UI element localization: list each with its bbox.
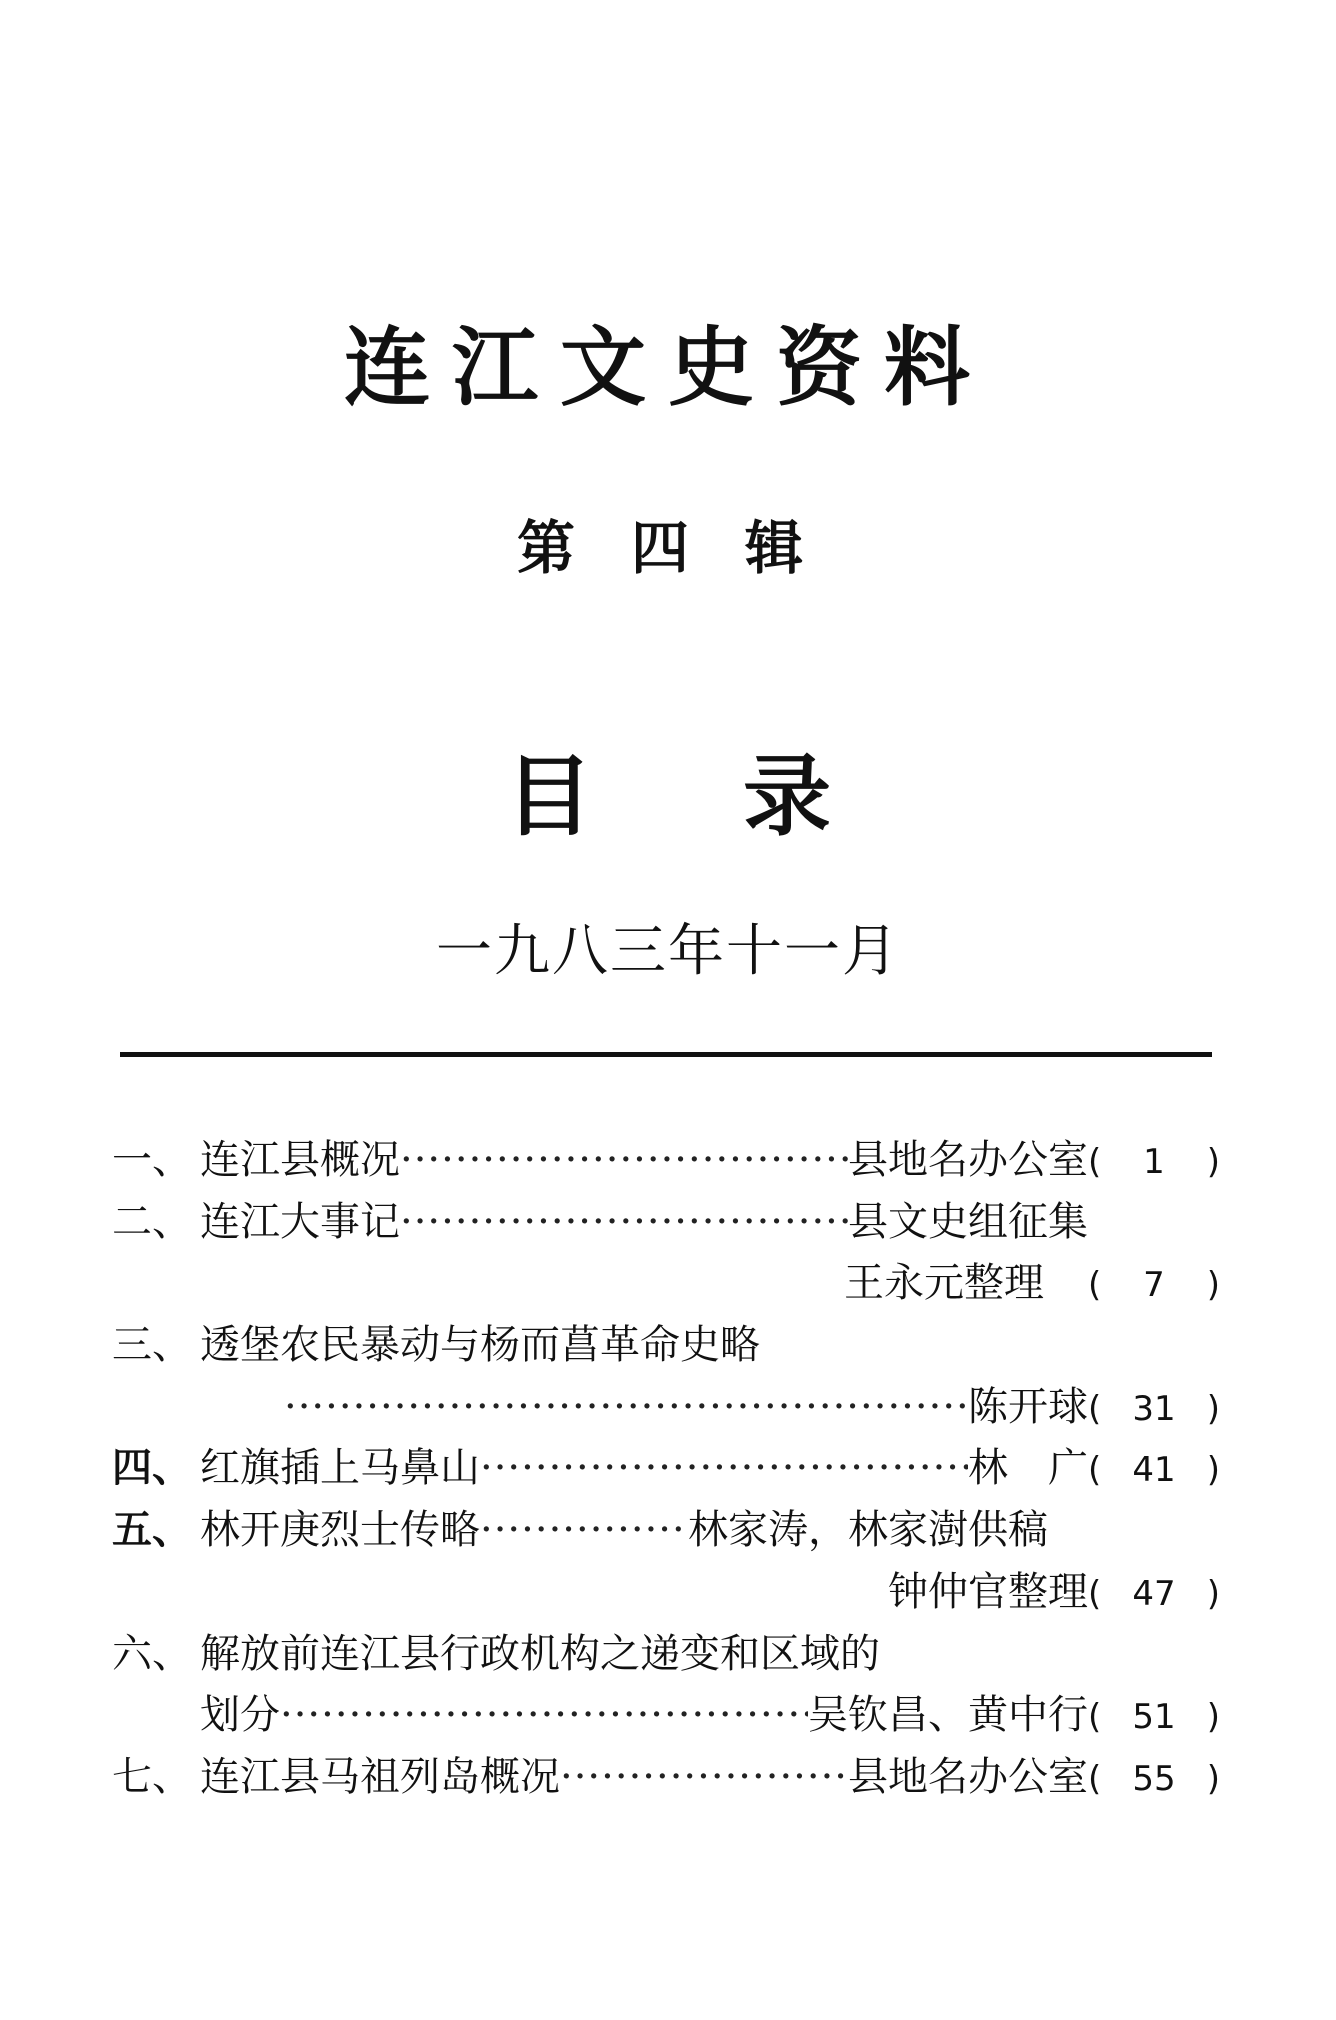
close-paren: ) — [1206, 1142, 1220, 1182]
close-paren: ) — [1206, 1697, 1220, 1738]
book-title: 连江文史资料 — [344, 318, 992, 418]
toc-entry-page — [1088, 1379, 1220, 1441]
toc-entry-number: 六、 — [112, 1630, 192, 1677]
open-paren: ( — [1088, 1573, 1102, 1614]
open-paren: ( — [1088, 1450, 1102, 1491]
toc-entry-author: 林家涛，林家澍供稿 — [688, 1507, 1048, 1554]
page-number: 55 — [1132, 1758, 1176, 1799]
toc-entry-title: 红旗插上马鼻山 — [200, 1445, 480, 1492]
toc-entry-2-continued — [112, 1253, 1220, 1315]
table-of-contents — [112, 1130, 1220, 1809]
page-number: 51 — [1132, 1697, 1176, 1738]
toc-entry-author-2: 钟仲官整理 — [888, 1568, 1088, 1615]
toc-entry-number: 一、 — [112, 1137, 192, 1183]
toc-entry-title: 林开庚烈士传略 — [200, 1507, 480, 1554]
publication-date: 一九八三年十一月 — [436, 919, 900, 984]
toc-entry-7[interactable] — [112, 1747, 1220, 1809]
close-paren: ) — [1206, 1450, 1220, 1491]
toc-entry-title: 透堡农民暴动与杨而菖革命史略 — [200, 1322, 760, 1369]
toc-entry-author: 林 广 — [968, 1445, 1088, 1492]
toc-entry-6-continued — [112, 1685, 1220, 1747]
leader-dots — [480, 1438, 968, 1500]
toc-entry-author: 县地名办公室 — [848, 1137, 1088, 1183]
leader-dots — [400, 1192, 848, 1254]
open-paren: ( — [1088, 1142, 1102, 1182]
page-number: 31 — [1132, 1388, 1176, 1429]
toc-entry-page — [1088, 1255, 1220, 1317]
toc-entry-5-continued — [112, 1562, 1220, 1624]
toc-entry-page — [1088, 1132, 1220, 1194]
open-paren: ( — [1088, 1758, 1102, 1799]
toc-entry-title: 解放前连江县行政机构之递变和区域的 — [200, 1630, 880, 1677]
open-paren: ( — [1088, 1265, 1102, 1306]
leader-dots — [284, 1377, 968, 1439]
toc-entry-1[interactable] — [112, 1130, 1220, 1192]
toc-entry-author: 县地名办公室 — [848, 1753, 1088, 1800]
toc-entry-author: 县文史组征集 — [848, 1198, 1088, 1245]
toc-entry-number: 二、 — [112, 1198, 192, 1245]
toc-entry-number: 三、 — [112, 1322, 192, 1369]
leader-dots — [400, 1130, 848, 1192]
toc-entry-3-continued — [112, 1377, 1220, 1439]
horizontal-rule — [120, 1052, 1212, 1057]
toc-entry-6[interactable] — [112, 1624, 1220, 1686]
toc-entry-page — [1088, 1440, 1220, 1502]
toc-entry-4[interactable] — [112, 1438, 1220, 1500]
close-paren: ) — [1206, 1573, 1220, 1614]
toc-entry-3[interactable] — [112, 1315, 1220, 1377]
leader-dots — [280, 1685, 808, 1747]
toc-entry-title: 连江县马祖列岛概况 — [200, 1753, 560, 1800]
page-number: 47 — [1132, 1573, 1176, 1614]
page-number: 1 — [1143, 1142, 1165, 1182]
close-paren: ) — [1206, 1265, 1220, 1306]
toc-entry-number: 四、 — [112, 1445, 192, 1492]
toc-entry-page — [1088, 1564, 1220, 1626]
toc-entry-title: 连江县概况 — [200, 1137, 400, 1183]
toc-entry-page — [1088, 1749, 1220, 1811]
contents-heading: 目录 — [504, 745, 981, 848]
toc-entry-number: 五、 — [112, 1507, 192, 1554]
leader-dots — [560, 1747, 848, 1809]
open-paren: ( — [1088, 1388, 1102, 1429]
toc-entry-title-2: 划分 — [200, 1692, 280, 1739]
toc-entry-number: 七、 — [112, 1753, 192, 1800]
page-number: 41 — [1132, 1450, 1176, 1491]
toc-entry-author: 陈开球 — [968, 1383, 1088, 1430]
volume-number: 第四辑 — [516, 514, 859, 582]
toc-entry-page — [1088, 1687, 1220, 1749]
toc-entry-2[interactable] — [112, 1192, 1220, 1254]
close-paren: ) — [1206, 1388, 1220, 1429]
open-paren: ( — [1088, 1697, 1102, 1738]
toc-entry-title: 连江大事记 — [200, 1198, 400, 1245]
page-number: 7 — [1143, 1265, 1165, 1306]
close-paren: ) — [1206, 1758, 1220, 1799]
toc-entry-author-2: 王永元整理 — [844, 1260, 1044, 1307]
toc-entry-5[interactable] — [112, 1500, 1220, 1562]
toc-entry-author: 吴钦昌、黄中行 — [808, 1692, 1088, 1739]
leader-dots — [480, 1500, 688, 1562]
